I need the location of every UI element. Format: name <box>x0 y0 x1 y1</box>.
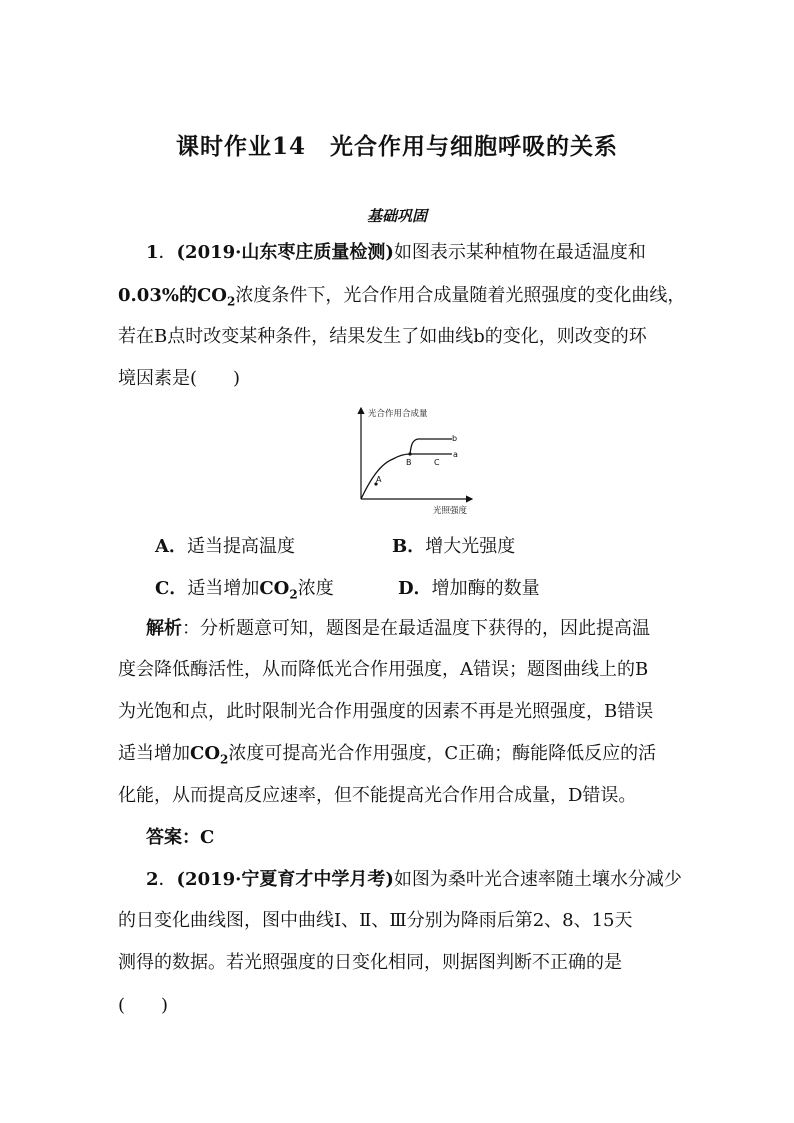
q1-source: (2019·山东枣庄质量检测) <box>176 242 394 263</box>
page-title: 课时作业14 光合作用与细胞呼吸的关系 <box>175 133 618 160</box>
point-a-label: A <box>376 475 382 484</box>
point-b-label: B <box>406 458 412 467</box>
q1-stem-text: 如图表示某种植物在最适温度和 <box>393 242 646 263</box>
curve-b <box>410 439 452 454</box>
option-c[interactable]: C．适当增加$CO_2$浓度 <box>155 578 334 602</box>
q1-line-1: 1．(2019·山东枣庄质量检测)如图表示某种植物在最适温度和 <box>146 242 646 263</box>
option-a[interactable]: A．适当提高温度 <box>155 536 295 557</box>
q1-number: 1 <box>146 242 159 263</box>
answer-value: ：C <box>182 827 215 848</box>
q1-line-3: 若在B点时改变某种条件，结果发生了如曲线b的变化，则改变的环 <box>118 326 647 347</box>
analysis-line-1: 解析：分析题意可知，题图是在最适温度下获得的，因此提高温 <box>146 618 650 639</box>
analysis-label: 解析 <box>146 618 182 639</box>
analysis-line-3: 为光饱和点，此时限制光合作用强度的因素不再是光照强度，B错误 <box>118 701 654 722</box>
point-c-label: C <box>434 458 440 467</box>
section-heading: 基础巩固 <box>366 207 427 225</box>
q2-line-1: 2．(2019·宁夏育才中学月考)如图为桑叶光合速率随土壤水分减少 <box>146 869 682 890</box>
y-axis-label: 光合作用合成量 <box>368 409 428 419</box>
analysis-line-4: 适当增加$CO_2$浓度可提高光合作用强度，C正确；酶能降低反应的活 <box>118 743 657 767</box>
analysis-line-5: 化能，从而提高反应速率，但不能提高光合作用合成量，D错误。 <box>118 785 637 806</box>
q2-line-4: ( ) <box>118 995 169 1016</box>
point-b-marker <box>408 452 411 455</box>
curve-a-label: a <box>453 450 458 459</box>
answer-label: 答案 <box>146 827 182 848</box>
photosynthesis-curve-figure <box>348 402 480 518</box>
answer-line <box>146 826 706 850</box>
q2-line-3: 测得的数据。若光照强度的日变化相同，则据图判断不正确的是 <box>118 952 622 973</box>
q2-source: (2019·宁夏育才中学月考) <box>176 869 394 890</box>
q1-line-2: 0.03%的$CO_2$浓度条件下，光合作用合成量随着光照强度的变化曲线， <box>118 285 686 309</box>
analysis-line-2: 度会降低酶活性，从而降低光合作用强度，A错误；题图曲线上的B <box>118 659 649 680</box>
option-d[interactable]: D．增加酶的数量 <box>398 578 540 599</box>
x-axis-label: 光照强度 <box>433 506 468 516</box>
q2-line-2: 的日变化曲线图，图中曲线Ⅰ、Ⅱ、Ⅲ分别为降雨后第2、8、15天 <box>118 910 633 931</box>
q1-line-4: 境因素是( ) <box>118 368 241 389</box>
option-b[interactable]: B．增大光强度 <box>392 536 516 557</box>
q2-number: 2 <box>146 869 159 890</box>
curve-b-label: b <box>452 434 458 443</box>
